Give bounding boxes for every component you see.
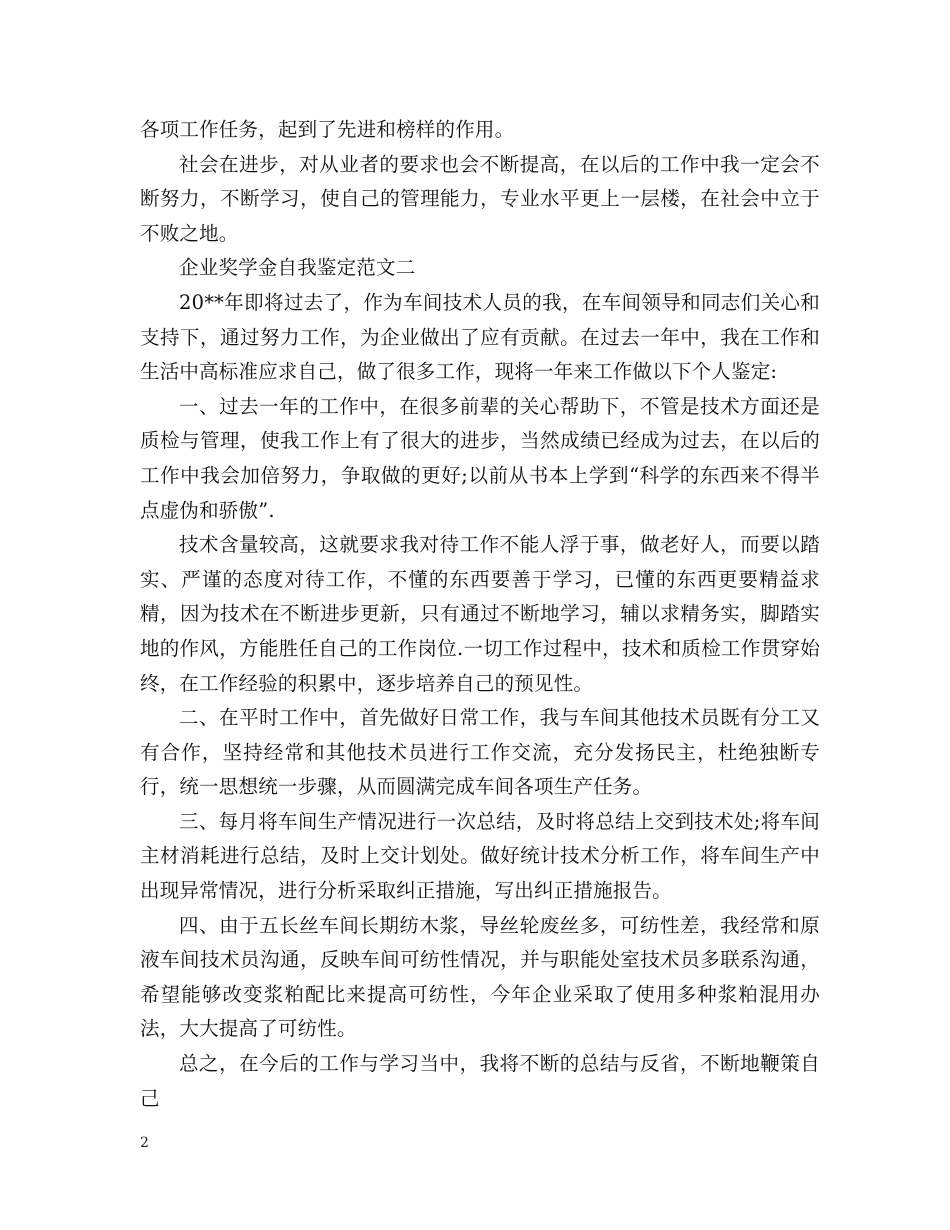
paragraph-technical: 技术含量较高，这就要求我对待工作不能人浮于事，做老好人，而要以踏实、严谨的态度对待工作，不懂的东西要善于学习，已懂的东西更要精益求精，因为技术在不断进步更新，只有通过不断地学习，辅以求精务实，脚踏实地的作风，方能胜任自己的工作岗位.一切工作过程中，技术和质检工作贯穿始终，在工作经验的积累中，逐步培养自己的预见性。: [140, 533, 820, 695]
section-heading: 企业奖学金自我鉴定范文二: [179, 256, 416, 280]
paragraph-continuation: 各项工作任务，起到了先进和榜样的作用。: [140, 118, 515, 141]
paragraph-point-one: 一、过去一年的工作中，在很多前辈的关心帮助下，不管是技术方面还是质检与管理，使我工作上有了很大的进步，当然成绩已经成为过去，在以后的工作中我会加倍努力，争取做的更好;以前从书本上学到“科学的东西来不得半点虚伪和骄傲”.: [140, 394, 820, 522]
paragraph-point-three: 三、每月将车间生产情况进行一次总结，及时将总结上交到技术处;将车间主材消耗进行总结，及时上交计划处。做好统计技术分析工作，将车间生产中出现异常情况，进行分析采取纠正措施，写出纠正措施报告。: [140, 809, 820, 903]
page-number: 2: [140, 1135, 149, 1151]
document-body: [140, 113, 820, 1116]
paragraph-progress: 社会在进步，对从业者的要求也会不断提高，在以后的工作中我一定会不断努力，不断学习，使自己的管理能力，专业水平更上一层楼，在社会中立于不败之地。: [140, 152, 820, 245]
paragraph-point-two: 二、在平时工作中，首先做好日常工作，我与车间其他技术员既有分工又有合作，坚持经常和其他技术员进行工作交流，充分发扬民主，杜绝独断专行，统一思想统一步骤，从而圆满完成车间各项生产任务。: [140, 706, 820, 799]
paragraph-intro: 20**年即将过去了，作为车间技术人员的我，在车间领导和同志们关心和支持下，通过努力工作，为企业做出了应有贡献。在过去一年中，我在工作和生活中高标准应求自己，做了很多工作，现将一年来工作做以下个人鉴定:: [140, 290, 820, 384]
paragraph-conclusion: 总之，在今后的工作与学习当中，我将不断的总结与反省，不断地鞭策自己: [140, 1052, 820, 1110]
paragraph-point-four: 四、由于五长丝车间长期纺木浆，导丝轮废丝多，可纺性差，我经常和原液车间技术员沟通，反映车间可纺性情况，并与职能处室技术员多联系沟通，希望能够改变浆粕配比来提高可纺性，今年企业采取了使用多种浆粕混用办法，大大提高了可纺性。: [140, 913, 820, 1041]
